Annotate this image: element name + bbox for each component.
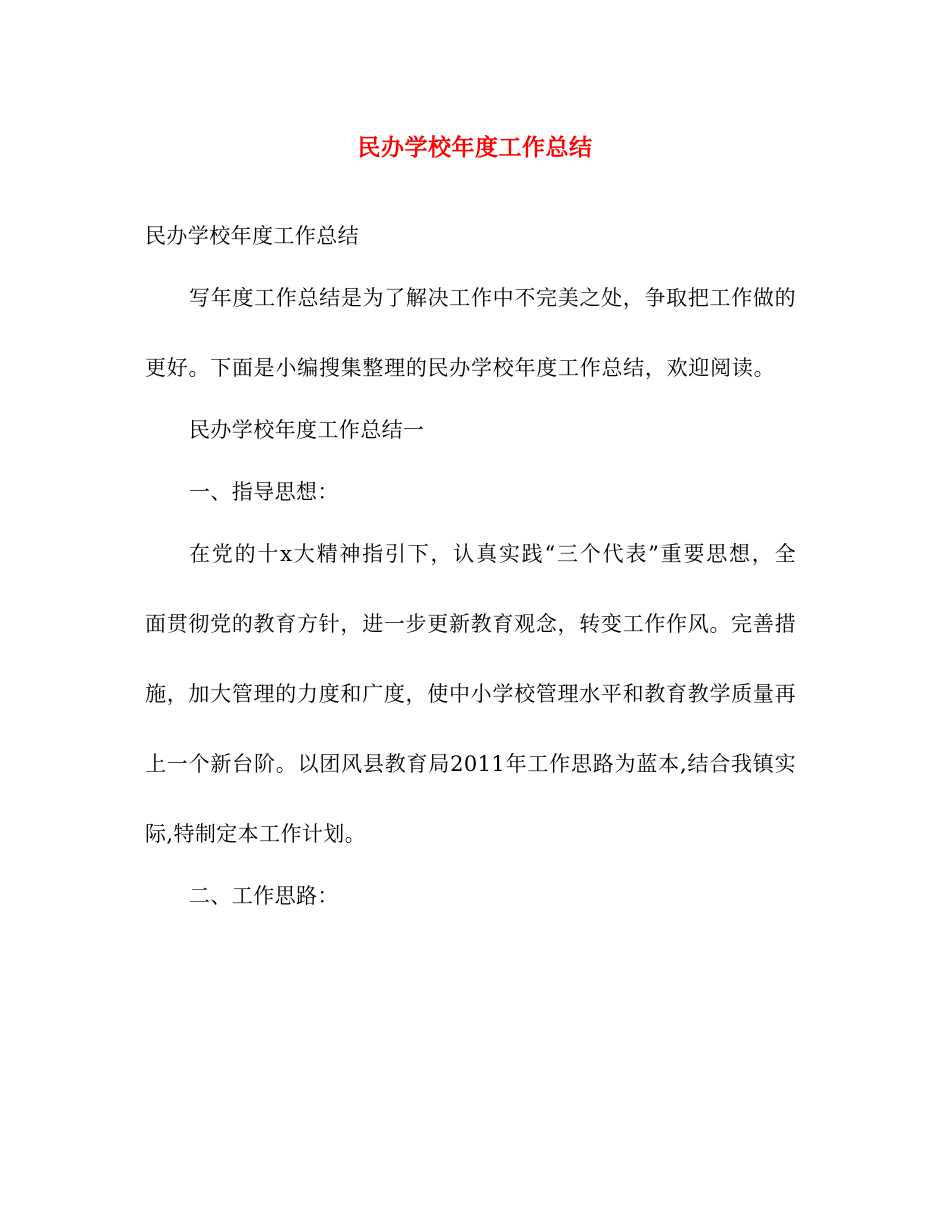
paragraph-line: 在党的十x大精神指引下，认真实践“三个代表”重要思想，全 <box>189 542 796 566</box>
section-heading: 一、指导思想： <box>189 480 339 504</box>
paragraph-line: 写年度工作总结是为了解决工作中不完美之处，争取把工作做的 <box>189 286 796 310</box>
document-title: 民办学校年度工作总结 <box>357 134 593 161</box>
paragraph-line: 更好。下面是小编搜集整理的民办学校年度工作总结，欢迎阅读。 <box>145 356 775 380</box>
paragraph-line: 施，加大管理的力度和广度，使中小学校管理水平和教育教学质量再 <box>145 682 796 706</box>
subtitle-line: 民办学校年度工作总结 <box>145 224 359 248</box>
section-heading: 二、工作思路： <box>189 884 339 908</box>
paragraph-line: 面贯彻党的教育方针，进一步更新教育观念，转变工作作风。完善措 <box>145 612 796 636</box>
paragraph-line: 际,特制定本工作计划。 <box>145 822 367 846</box>
paragraph-line: 上一个新台阶。以团风县教育局2011年工作思路为蓝本,结合我镇实 <box>145 752 796 776</box>
section-heading: 民办学校年度工作总结一 <box>189 418 425 442</box>
